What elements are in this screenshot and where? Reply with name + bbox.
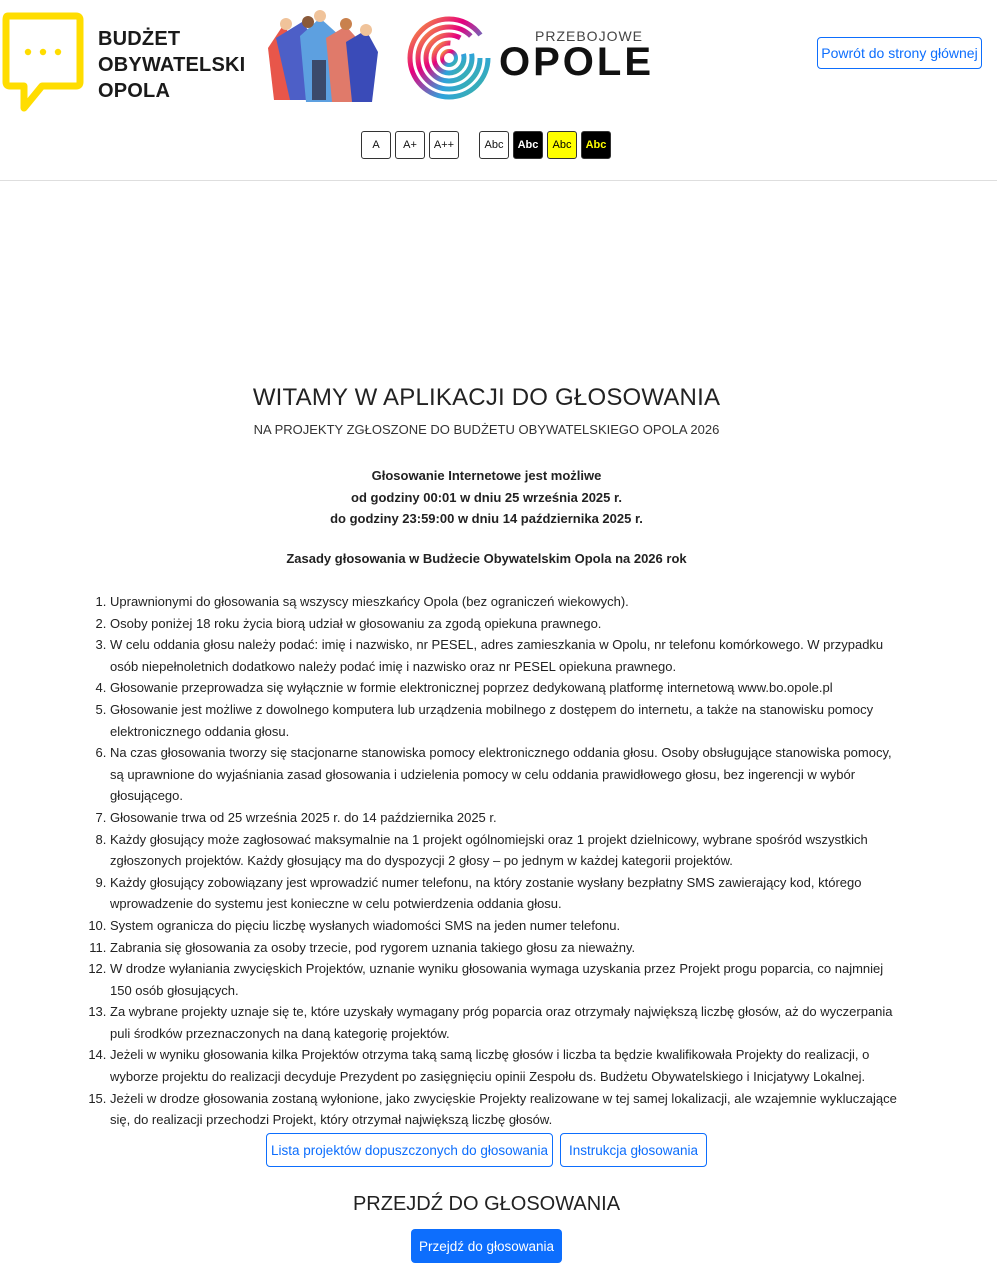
logo-bo-line-2: OBYWATELSKI — [98, 54, 246, 76]
font-size-xlarge-button[interactable]: A++ — [429, 131, 459, 159]
contrast-default-button[interactable]: Abc — [479, 131, 509, 159]
rule-item: 11. Zabrania się głosowania za osoby trzecie, pod rygorem uznania takiego głosu za nieważny. — [110, 937, 902, 959]
logo-budzet-obywatelski[interactable] — [2, 12, 246, 116]
rule-item: 12. W drodze wyłaniania zwycięskich Projektów, uznanie wyniku głosowania wymaga uzyskania przez Projekt progu poparcia, co najmniej 150 osób głosujących. — [110, 958, 902, 1001]
rule-item: 3. W celu oddania głosu należy podać: imię i nazwisko, nr PESEL, adres zamieszkania w Opolu, nr telefonu komórkowego. W przypadku osób niepełnoletnich dodatkowo należy podać imię i nazwisko oraz nr PESEL opiekuna prawnego. — [110, 634, 902, 677]
logo-opole-word: OPOLE — [499, 40, 655, 84]
back-to-home-button[interactable]: Powrót do strony głównej — [817, 37, 982, 69]
contrast-dark-yellow-button[interactable]: Abc — [581, 131, 611, 159]
font-size-large-button[interactable]: A+ — [395, 131, 425, 159]
voting-instructions-button[interactable]: Instrukcja głosowania — [560, 1133, 707, 1167]
rule-item: 2. Osoby poniżej 18 roku życia biorą udział w głosowaniu za zgodą opiekuna prawnego. — [110, 613, 902, 635]
rule-item: 8. Każdy głosujący może zagłosować maksymalnie na 1 projekt ogólnomiejski oraz 1 projekt dzielnicowy, wybrane spośród wszystkich zgłoszonych projektów. Każdy głosujący ma do dyspozycji 2 głosy – po jednym w każdej kategorii projektów. — [110, 829, 902, 872]
logo-bo-line-3: OPOLA — [98, 80, 171, 102]
rule-item: 13. Za wybrane projekty uznaje się te, które uzyskały wymagany próg poparcia oraz otrzymały największą liczbę głosów, aż do wyczerpania puli środków przeznaczonych na daną kategorię projektów. — [110, 1001, 902, 1044]
logo-opole-tagline: PRZEBOJOWE — [535, 28, 644, 44]
logo-bo-line-1: BUDŻET — [98, 28, 181, 50]
logo-bo-text — [98, 26, 245, 104]
voting-dates-line: Głosowanie Internetowe jest możliwe — [371, 468, 602, 483]
rules-title: Zasady głosowania w Budżecie Obywatelskim Opola na 2026 rok — [286, 551, 687, 566]
goto-voting-title: PRZEJDŹ DO GŁOSOWANIA — [352, 1193, 621, 1215]
people-group-illustration-icon — [262, 8, 380, 108]
rule-item: 4. Głosowanie przeprowadza się wyłącznie w formie elektronicznej poprzez dedykowaną platformę internetową www.bo.opole.pl — [110, 677, 902, 699]
voting-dates-line: do godziny 23:59:00 w dniu 14 października 2025 r. — [330, 511, 643, 526]
rule-item: 6. Na czas głosowania tworzy się stacjonarne stanowiska pomocy elektronicznego oddania głosu. Osoby obsługujące stanowiska pomocy, są uprawnione do wyjaśniania zasad głosowania i udzielenia pomocy w celu oddania prawidłowego głosu, bez ingerencji w wybór głosującego. — [110, 742, 902, 807]
site-header — [0, 0, 997, 181]
rule-item: 10. System ogranicza do pięciu liczbę wysłanych wiadomości SMS na jeden numer telefonu. — [110, 915, 902, 937]
opole-rings-icon — [405, 14, 493, 102]
page-title: WITAMY W APLIKACJI DO GŁOSOWANIA — [252, 384, 721, 411]
rule-item: 14. Jeżeli w wyniku głosowania kilka Projektów otrzyma taką samą liczbę głosów i liczba ta będzie kwalifikowała Projekty do realizacji, o wyborze projektu do realizacji decyduje Prezydent po zasięgnięciu opinii Zespołu ds. Budżetu Obywatelskiego i Inicjatywy Lokalnej. — [110, 1044, 902, 1087]
contrast-yellow-button[interactable]: Abc — [547, 131, 577, 159]
rules-list — [70, 591, 902, 1131]
page-subtitle: NA PROJEKTY ZGŁOSZONE DO BUDŻETU OBYWATELSKIEGO OPOLA 2026 — [253, 422, 720, 437]
rule-item: 1. Uprawnionymi do głosowania są wszyscy mieszkańcy Opola (bez ograniczeń wiekowych). — [110, 591, 902, 613]
projects-list-button[interactable]: Lista projektów dopuszczonych do głosowania — [266, 1133, 553, 1167]
goto-voting-button[interactable]: Przejdź do głosowania — [411, 1229, 562, 1263]
logo-przebojowe-opole[interactable] — [405, 14, 655, 104]
accessibility-toolbar — [361, 131, 615, 159]
rule-item: 5. Głosowanie jest możliwe z dowolnego komputera lub urządzenia mobilnego z dostępem do internetu, a także na stanowisku pomocy elektronicznego oddania głosu. — [110, 699, 902, 742]
voting-dates-line: od godziny 00:01 w dniu 25 września 2025 r. — [351, 489, 622, 505]
voting-dates — [0, 465, 973, 530]
rule-item: 7. Głosowanie trwa od 25 września 2025 r. do 14 października 2025 r. — [110, 807, 902, 829]
rule-item: 9. Każdy głosujący zobowiązany jest wprowadzić numer telefonu, na który zostanie wysłany bezpłatny SMS zawierający kod, którego wprowadzenie do systemu jest konieczne w celu potwierdzenia oddania głosu. — [110, 872, 902, 915]
rule-item: 15. Jeżeli w drodze głosowania zostaną wyłonione, jako zwycięskie Projekty realizowane w tej samej lokalizacji, ale wzajemnie wykluczające się, do realizacji przechodzi Projekt, który otrzymał największą liczbę głosów. — [110, 1088, 902, 1131]
accessibility-spacer — [463, 131, 479, 159]
speech-bubble-icon — [2, 12, 84, 116]
font-size-normal-button[interactable]: A — [361, 131, 391, 159]
contrast-dark-button[interactable]: Abc — [513, 131, 543, 159]
